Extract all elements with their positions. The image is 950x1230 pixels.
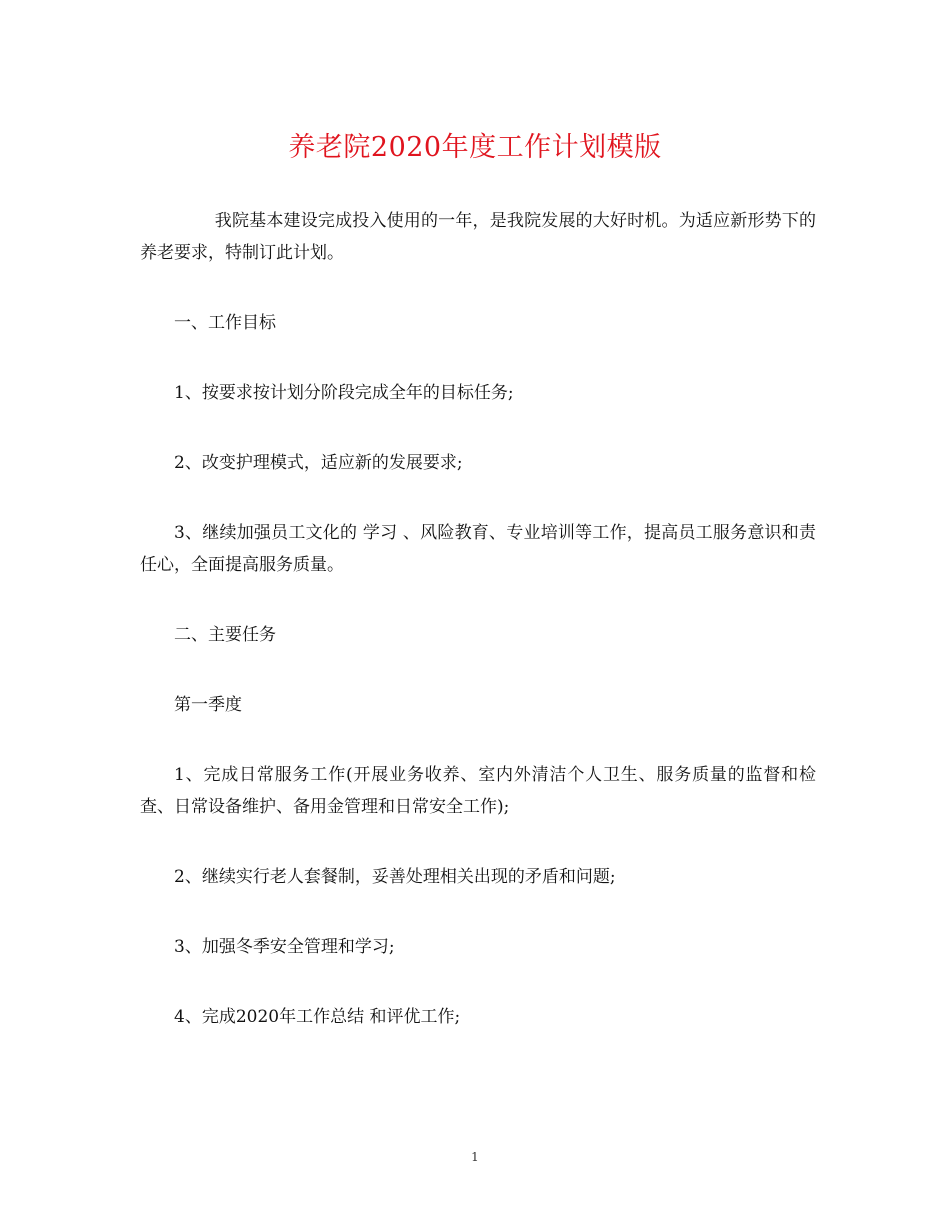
goal-item-1: 1、按要求按计划分阶段完成全年的目标任务;: [174, 383, 514, 403]
section-heading-goals: 一、工作目标: [174, 313, 276, 333]
document-title: 养老院2020年度工作计划模版: [288, 132, 662, 163]
subheading-first-quarter: 第一季度: [174, 695, 242, 715]
task-item-1: 1、完成日常服务工作(开展业务收养、室内外清洁个人卫生、服务质量的监督和检查、日常设备维护、备用金管理和日常安全工作);: [140, 765, 816, 817]
task-item-2: 2、继续实行老人套餐制，妥善处理相关出现的矛盾和问题;: [174, 867, 616, 887]
task-item-3: 3、加强冬季安全管理和学习;: [174, 937, 395, 957]
page-number: 1: [471, 1150, 479, 1164]
task-item-4: 4、完成2020年工作总结 和评优工作;: [174, 1007, 461, 1027]
goal-item-3: 3、继续加强员工文化的 学习 、风险教育、专业培训等工作，提高员工服务意识和责任心，全面提高服务质量。: [140, 523, 816, 575]
goal-item-2: 2、改变护理模式，适应新的发展要求;: [174, 453, 463, 473]
document-body: [140, 205, 816, 1071]
intro-paragraph: 我院基本建设完成投入使用的一年，是我院发展的大好时机。为适应新形势下的养老要求，特制订此计划。: [140, 211, 816, 263]
section-heading-tasks: 二、主要任务: [174, 625, 276, 645]
